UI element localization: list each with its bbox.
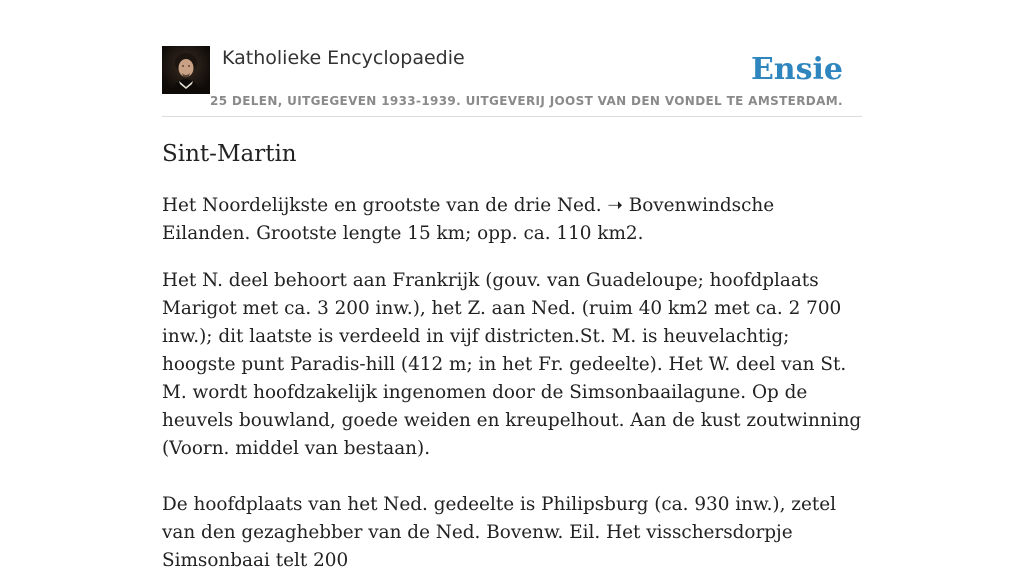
- site-title[interactable]: Katholieke Encyclopaedie: [222, 47, 465, 69]
- portrait-image: [162, 46, 210, 94]
- paragraph-2: Het N. deel behoort aan Frankrijk (gouv. van Guadeloupe; hoofdplaats Marigot met ca. 3 200 inw.), het Z. aan Ned. (ruim 40 km2 met ca. 2 700 inw.); dit laatste is verdeeld in vijf districten.St. M. is heuvelachtig; hoogste punt Paradis-hill (412 m; in het Fr. gedeelte). Het W. deel van St. M. wordt hoofdzakelijk ingenomen door de Simsonbaailagune. Op de heuvels bouwland, goede weiden en kreupelhout. Aan de kust zoutwinning (Voorn. middel van bestaan).: [162, 270, 862, 459]
- article: [162, 138, 862, 575]
- paragraph-3: De hoofdplaats van het Ned. gedeelte is Philipsburg (ca. 930 inw.), zetel van den gezaghebber van de Ned. Bovenw. Eil. Het visschersdorpje Simsonbaai telt 200: [162, 494, 837, 571]
- paragraph-1-tail: Grootste lengte 15 km; opp. ca. 110 km2.: [250, 223, 644, 244]
- brand-logo[interactable]: Ensie: [750, 52, 843, 87]
- link-bovenwindsche-eilanden[interactable]: Bovenwindsche Eilanden.: [162, 195, 775, 244]
- paragraph-1-text: Het Noordelijkste en grootste van de drie Ned.: [162, 195, 608, 216]
- article-title: Sint-Martin: [162, 141, 297, 167]
- site-subtitle: 25 DELEN, UITGEGEVEN 1933-1939. UITGEVERIJ JOOST VAN DEN VONDEL TE AMSTERDAM.: [210, 94, 843, 108]
- site-header: [162, 46, 862, 117]
- arrow-icon: ➝: [607, 195, 623, 216]
- paragraph-1: [162, 192, 862, 248]
- avatar[interactable]: [162, 46, 210, 94]
